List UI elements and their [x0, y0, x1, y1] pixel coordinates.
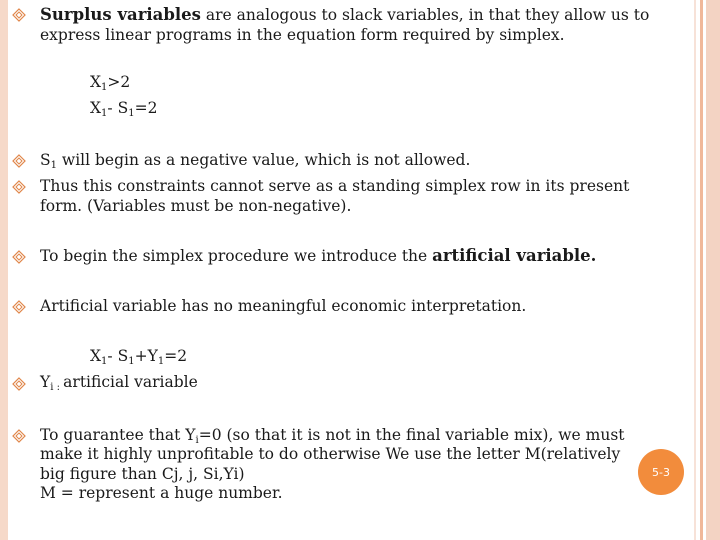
yi-var: Y [40, 373, 51, 391]
eq3-rest: =2 [164, 347, 188, 365]
page-number-badge: 5-3 [638, 449, 684, 495]
right-border-line [700, 0, 703, 540]
bullet-s1-negative [40, 151, 470, 170]
eq3-sub-x: 1 [101, 356, 108, 367]
eq2-sub-x: 1 [101, 108, 108, 119]
bullet-big-m-line4: M = represent a huge number. [40, 484, 283, 502]
bullet-artificial-interpretation: Artificial variable has no meaningful economic interpretation. [40, 297, 527, 315]
equation-with-artificial [90, 347, 187, 366]
eq2-sub-s: 1 [128, 108, 135, 119]
equation-x1-gt-2 [90, 73, 130, 92]
eq2-var-s: - S [107, 99, 129, 117]
eq1-var: X [90, 73, 102, 91]
eq3-sub-s: 1 [128, 356, 135, 367]
yi-sub [50, 382, 63, 393]
eq2-rest: =2 [134, 99, 158, 117]
eq2-var-x: X [90, 99, 102, 117]
hollow-diamond-bullet-icon [12, 250, 26, 264]
begin-simplex-text: To begin the simplex procedure we introduce the [40, 247, 433, 265]
bullet-big-m-line2: make it highly unprofitable to do otherwise We use the letter M(relatively [40, 445, 621, 463]
right-border [706, 0, 720, 540]
bullet-begin-simplex [40, 246, 596, 266]
big-m-line1-pre: To guarantee that Y [40, 426, 196, 444]
yi-text: artificial variable [63, 373, 198, 391]
bullet-constraint-line2: form. (Variables must be non-negative). [40, 197, 352, 215]
s1-text: will begin as a negative value, which is not allowed. [57, 151, 471, 169]
bullet-big-m-line1 [40, 426, 625, 445]
eq1-sub: 1 [101, 82, 108, 93]
hollow-diamond-bullet-icon [12, 180, 26, 194]
artificial-variable-term: artificial variable. [432, 246, 597, 265]
hollow-diamond-bullet-icon [12, 429, 26, 443]
right-border-inner [694, 0, 696, 540]
yi-sub-sep: : [53, 382, 64, 393]
eq3-var-x: X [90, 347, 102, 365]
big-m-line1-sub: i [195, 435, 199, 446]
bullet-constraint-line1: Thus this constraints cannot serve as a standing simplex row in its present [40, 177, 630, 195]
hollow-diamond-bullet-icon [12, 154, 26, 168]
bullet-big-m-line3: big figure than Cj, j, Si,Yi) [40, 465, 245, 483]
bullet-yi-definition [40, 373, 198, 392]
eq3-sub-y: 1 [157, 356, 165, 367]
hollow-diamond-bullet-icon [12, 377, 26, 391]
equation-x1-minus-s1 [90, 99, 157, 118]
surplus-line1-text: are analogous to slack variables, in that they allow us to [200, 6, 650, 24]
eq3-var-s: - S [107, 347, 129, 365]
left-border [0, 0, 8, 540]
bullet-surplus-line2: express linear programs in the equation form required by simplex. [40, 26, 565, 44]
eq3-var-y: +Y [134, 347, 158, 365]
big-m-line1-rest: =0 (so that it is not in the final variable mix), we must [198, 426, 625, 444]
s1-var: S [40, 151, 51, 169]
surplus-term: Surplus variables [40, 5, 201, 24]
hollow-diamond-bullet-icon [12, 300, 26, 314]
yi-sub-letter: i [50, 382, 54, 393]
bullet-surplus-line1 [40, 5, 649, 25]
hollow-diamond-bullet-icon [12, 8, 26, 22]
s1-sub: 1 [50, 160, 57, 171]
eq1-rest: >2 [107, 73, 131, 91]
